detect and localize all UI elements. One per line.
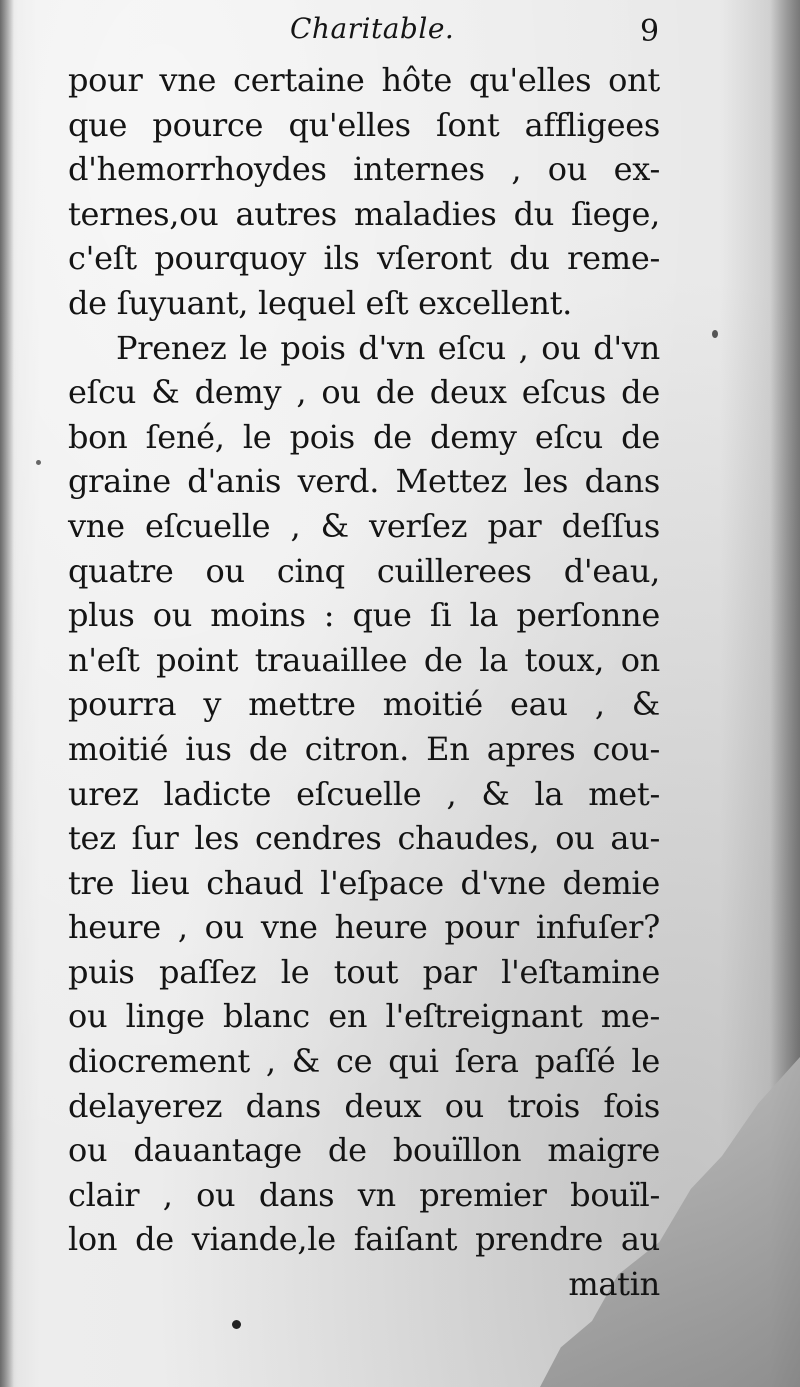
text-line: urez ladicte eſcuelle , & la met- — [68, 774, 660, 813]
text-line: lon de viande,le faiſant prendre au — [68, 1220, 660, 1259]
text-line: que pource qu'elles ſont affligees — [68, 105, 660, 144]
page-number: 9 — [640, 14, 660, 49]
text-line: ternes,ou autres maladies du ſiege, — [68, 194, 660, 233]
text-line: pourra y mettre moitié eau , & — [68, 685, 660, 724]
text-line: plus ou moins : que ſi la perſonne — [68, 596, 660, 635]
gutter-shadow — [0, 0, 14, 1387]
text-line: d'hemorrhoydes internes , ou ex- — [68, 150, 660, 189]
text-line: ou dauantage de bouïllon maigre — [68, 1131, 660, 1170]
running-head: Charitable. — [290, 12, 455, 45]
text-line: diocrement , & ce qui ſera paſſé le — [68, 1042, 660, 1081]
text-line: quatre ou cinq cuillerees d'eau, — [68, 551, 660, 590]
text-line: moitié ius de citron. En apres cou- — [68, 729, 660, 768]
text-block — [68, 58, 660, 1307]
text-line: bon ſené, le pois de demy eſcu de — [68, 417, 660, 456]
catchword: matin — [568, 1265, 660, 1304]
text-line: graine d'anis verd. Mettez les dans — [68, 462, 660, 501]
text-line: Prenez le pois d'vn eſcu , ou d'vn — [116, 328, 660, 367]
text-line: heure , ou vne heure pour infuſer? — [68, 908, 660, 947]
text-line: vne eſcuelle , & verſez par deſſus — [68, 506, 660, 545]
ink-speck — [712, 330, 718, 338]
text-line: de ſuyuant, lequel eſt excellent. — [68, 283, 573, 322]
text-line: puis paſſez le tout par l'eſtamine — [68, 952, 660, 991]
text-line: tre lieu chaud l'eſpace d'vne demie — [68, 863, 660, 902]
ink-speck — [36, 460, 41, 465]
text-line: clair , ou dans vn premier bouïl- — [68, 1175, 660, 1214]
ink-speck — [232, 1320, 241, 1329]
text-line: eſcu & demy , ou de deux eſcus de — [68, 373, 660, 412]
text-line: ou linge blanc en l'eſtreignant me- — [68, 997, 660, 1036]
text-line: delayerez dans deux ou trois fois — [68, 1086, 660, 1125]
text-line: c'eſt pourquoy ils vſeront du reme- — [68, 239, 660, 278]
text-line: tez ſur les cendres chaudes, ou au- — [68, 819, 660, 858]
text-line: n'eſt point trauaillee de la toux, on — [68, 640, 660, 679]
text-line: pour vne certaine hôte qu'elles ont — [68, 61, 660, 99]
